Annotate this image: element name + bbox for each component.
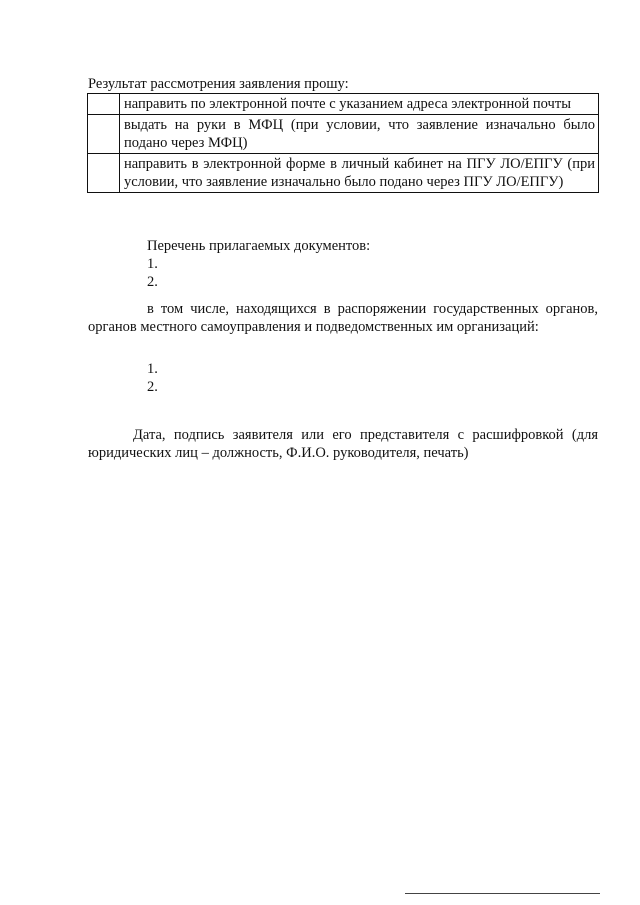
result-option-checkbox[interactable] [88, 115, 120, 154]
including-list-item: 1. [147, 361, 158, 377]
result-option-row [88, 94, 599, 115]
result-option-text: направить по электронной почте с указанием адреса электронной почты [120, 94, 599, 115]
result-option-text: направить в электронной форме в личный кабинет на ПГУ ЛО/ЕПГУ (при условии, что заявление изначально было подано через ПГУ ЛО/ЕПГУ) [120, 154, 599, 193]
including-paragraph: в том числе, находящихся в распоряжении государственных органов, органов местного самоуправления и подведомственных им организаций: [88, 301, 598, 335]
result-options-table [87, 93, 599, 193]
result-heading: Результат рассмотрения заявления прошу: [88, 76, 349, 92]
including-list-item: 2. [147, 379, 158, 395]
signature-line [405, 893, 600, 894]
result-option-checkbox[interactable] [88, 94, 120, 115]
documents-list-item: 1. [147, 256, 158, 272]
result-option-text: выдать на руки в МФЦ (при условии, что заявление изначально было подано через МФЦ) [120, 115, 599, 154]
result-option-row [88, 115, 599, 154]
result-option-checkbox[interactable] [88, 154, 120, 193]
documents-heading: Перечень прилагаемых документов: [147, 238, 371, 254]
documents-list-item: 2. [147, 274, 158, 290]
result-option-row [88, 154, 599, 193]
signature-paragraph: Дата, подпись заявителя или его представителя с расшифровкой (для юридических лиц – должность, Ф.И.О. руководителя, печать) [88, 427, 598, 461]
